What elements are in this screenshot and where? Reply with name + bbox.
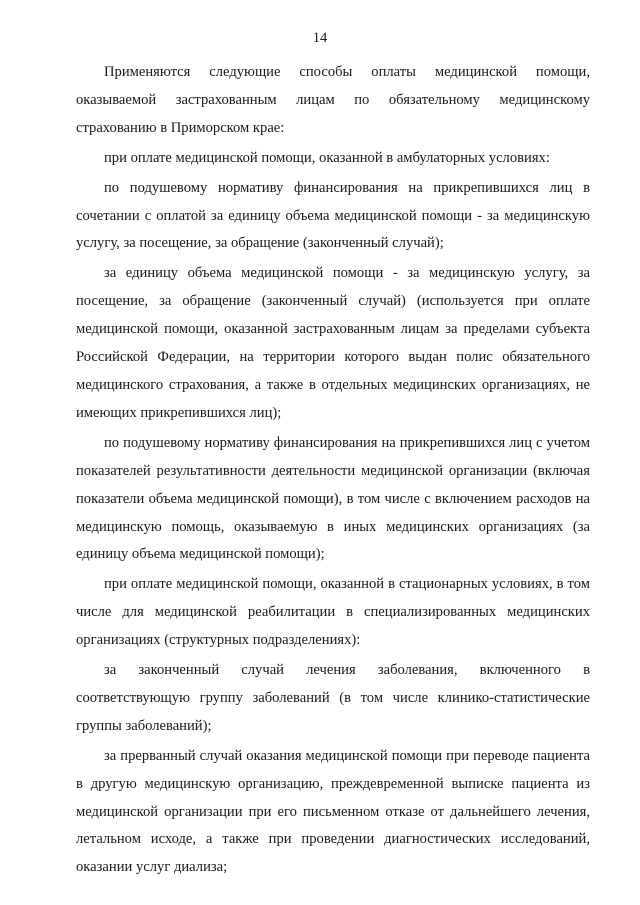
paragraph-completed-case: за законченный случай лечения заболевания, включенного в соответствующую группу заболеваний (в том числе клинико-статистические группы заболеваний); bbox=[76, 662, 590, 734]
paragraph-per-capita-performance: по подушевому нормативу финансирования на прикрепившихся лиц с учетом показателей результативности деятельности медицинской организации (включая показатели объема медицинской помощи), в том числе с включением расходов на медицинскую помощь, оказываемую в иных медицинских организациях (за единицу объема медицинской помощи); bbox=[76, 434, 590, 563]
paragraph-per-unit-volume: за единицу объема медицинской помощи - за медицинскую услугу, за посещение, за обращение (законченный случай) (используется при оплате медицинской помощи, оказанной застрахованным лицам за пределами субъекта Российской Федерации, на территории которого выдан полис обязательного медицинского страхования, а также в отдельных медицинских организациях, не имеющих прикрепившихся лиц); bbox=[76, 265, 590, 421]
document-body bbox=[76, 59, 590, 882]
page-number: 14 bbox=[312, 30, 328, 46]
paragraph-intro: Применяются следующие способы оплаты медицинской помощи, оказываемой застрахованным лицам по обязательному медицинскому страхованию в Приморском крае: bbox=[76, 64, 590, 136]
paragraph-outpatient-heading: при оплате медицинской помощи, оказанной в амбулаторных условиях: bbox=[104, 149, 550, 166]
paragraph-interrupted-case: за прерванный случай оказания медицинской помощи при переводе пациента в другую медицинскую организацию, преждевременной выписке пациента из медицинской организации при его письменном отказе от дальнейшего лечения, летальном исходе, а также при проведении диагностических исследований, оказании услуг диализа; bbox=[76, 747, 590, 876]
paragraph-per-capita-combined: по подушевому нормативу финансирования на прикрепившихся лиц в сочетании с оплатой за единицу объема медицинской помощи - за медицинскую услугу, за посещение, за обращение (законченный случай); bbox=[76, 179, 590, 252]
paragraph-inpatient-heading: при оплате медицинской помощи, оказанной в стационарных условиях, в том числе для медицинской реабилитации в специализированных медицинских организациях (структурных подразделениях): bbox=[76, 576, 590, 649]
